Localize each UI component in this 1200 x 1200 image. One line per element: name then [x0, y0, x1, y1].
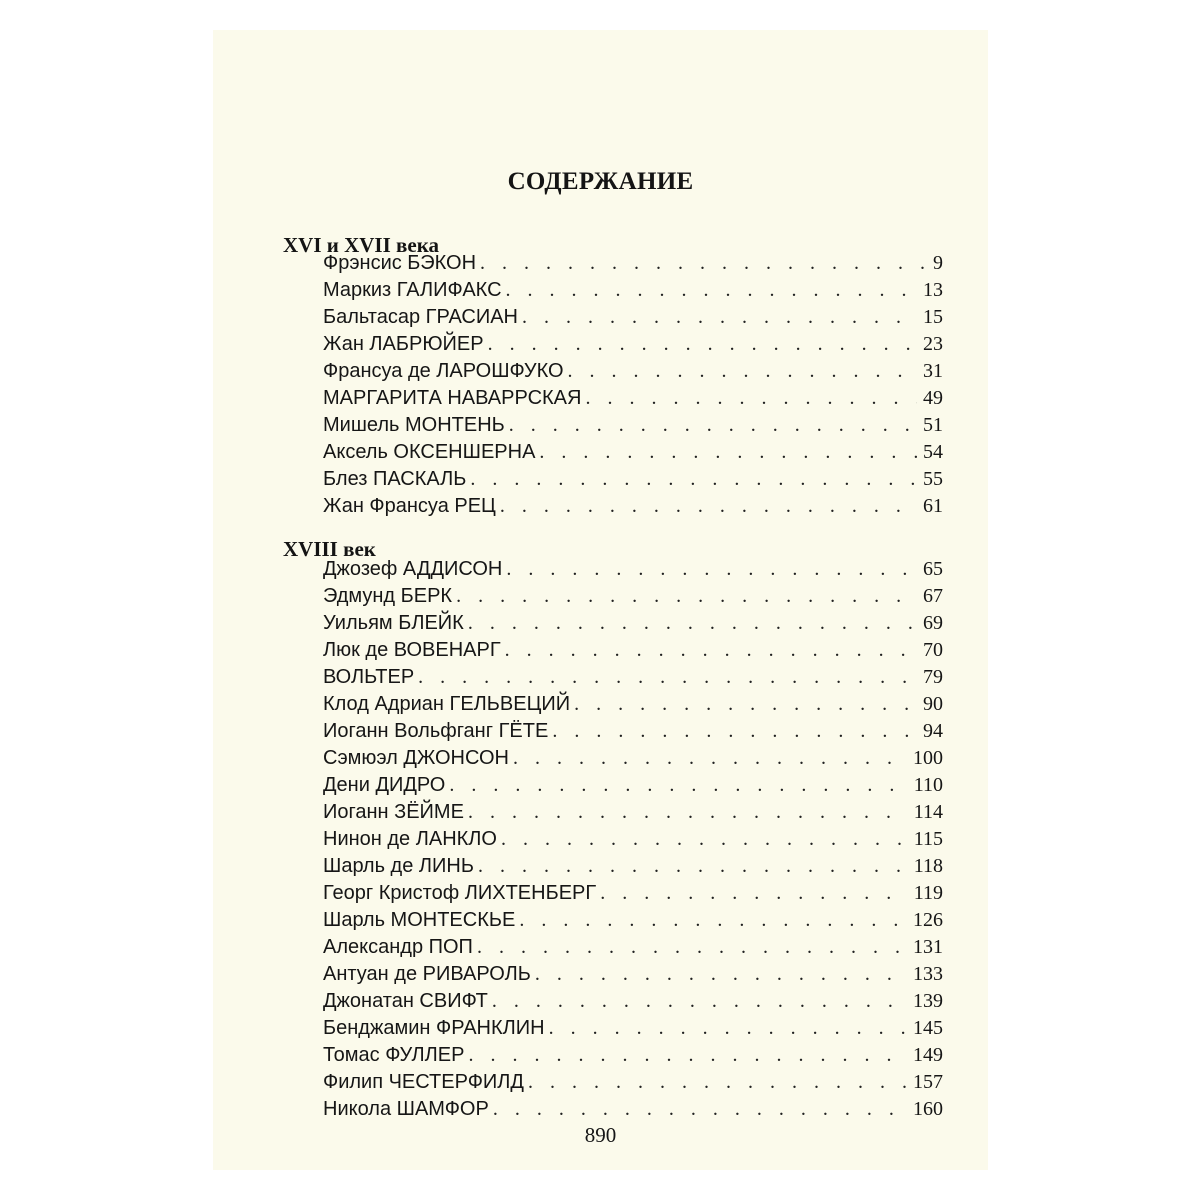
book-page	[213, 30, 988, 1170]
toc-entry-page: 51	[923, 414, 943, 436]
toc-entry-page: 54	[923, 441, 943, 463]
toc-entry[interactable]	[323, 882, 943, 909]
dot-leader	[513, 747, 907, 770]
toc-entry-page: 15	[923, 306, 943, 328]
toc-entry[interactable]	[323, 1098, 943, 1125]
toc-entry-page: 13	[923, 279, 943, 301]
toc-entry[interactable]	[323, 1044, 943, 1071]
toc-entry-name: Александр ПОП	[323, 936, 473, 958]
toc-entry-page: 23	[923, 333, 943, 355]
toc-entry[interactable]	[323, 558, 943, 585]
toc-entry-name: Георг Кристоф ЛИХТЕНБЕРГ	[323, 882, 597, 904]
dot-leader	[519, 909, 907, 932]
toc-entry[interactable]	[323, 1071, 943, 1098]
dot-leader	[468, 1044, 907, 1067]
toc-entry-page: 31	[923, 360, 943, 382]
toc-entry-name: Томас ФУЛЛЕР	[323, 1044, 465, 1066]
toc-entry[interactable]	[323, 801, 943, 828]
toc-entry[interactable]	[323, 909, 943, 936]
dot-leader	[478, 855, 908, 878]
dot-leader	[477, 936, 907, 959]
toc-entry-page: 61	[923, 495, 943, 517]
toc-entry-name: Клод Адриан ГЕЛЬВЕЦИЙ	[323, 693, 571, 715]
section-heading-18-century: XVIII век	[283, 537, 376, 561]
toc-entry-page: 49	[923, 387, 943, 409]
toc-entry-page: 79	[923, 666, 943, 688]
dot-leader	[600, 882, 908, 905]
toc-entry[interactable]	[323, 495, 943, 522]
toc-entry-name: Шарль де ЛИНЬ	[323, 855, 474, 877]
dot-leader	[535, 963, 907, 986]
toc-entry-page: 139	[913, 990, 943, 1012]
dot-leader	[506, 279, 917, 302]
dot-leader	[500, 495, 917, 518]
toc-entry-name: Бальтасар ГРАСИАН	[323, 306, 518, 328]
toc-entry-name: Антуан де РИВАРОЛЬ	[323, 963, 531, 985]
dot-leader	[585, 387, 917, 410]
toc-entry[interactable]	[323, 360, 943, 387]
toc-entry-page: 149	[913, 1044, 943, 1066]
toc-entry-page: 160	[913, 1098, 943, 1120]
toc-entry-name: Иоганн ЗЁЙМЕ	[323, 801, 464, 823]
toc-entry-page: 126	[913, 909, 943, 931]
dot-leader	[574, 693, 917, 716]
toc-entry[interactable]	[323, 693, 943, 720]
dot-leader	[488, 333, 917, 356]
toc-entry-name: Жан Франсуа РЕЦ	[323, 495, 496, 517]
toc-entry-page: 119	[913, 882, 943, 904]
toc-entry-page: 67	[923, 585, 943, 607]
toc-entry[interactable]	[323, 963, 943, 990]
toc-entry-page: 115	[913, 828, 943, 850]
toc-entry[interactable]	[323, 279, 943, 306]
toc-entry[interactable]	[323, 414, 943, 441]
toc-entry-name: Джозеф АДДИСОН	[323, 558, 503, 580]
toc-entry[interactable]	[323, 720, 943, 747]
toc-entry[interactable]	[323, 855, 943, 882]
dot-leader	[568, 360, 917, 383]
toc-entry-page: 114	[913, 801, 943, 823]
toc-entry-name: Филип ЧЕСТЕРФИЛД	[323, 1071, 524, 1093]
dot-leader	[522, 306, 917, 329]
toc-entry[interactable]	[323, 333, 943, 360]
dot-leader	[480, 252, 927, 275]
dot-leader	[418, 666, 917, 689]
toc-entry-name: МАРГАРИТА НАВАРРСКАЯ	[323, 387, 582, 409]
toc-entry[interactable]	[323, 666, 943, 693]
dot-leader	[528, 1071, 907, 1094]
toc-entry-page: 70	[923, 639, 943, 661]
toc-entry-name: Маркиз ГАЛИФАКС	[323, 279, 502, 301]
toc-entry-page: 94	[923, 720, 943, 742]
toc-entry-name: Бенджамин ФРАНКЛИН	[323, 1017, 545, 1039]
toc-entry[interactable]	[323, 774, 943, 801]
dot-leader	[493, 1098, 907, 1121]
dot-leader	[505, 639, 917, 662]
toc-entry-page: 133	[913, 963, 943, 985]
toc-entry-name: Шарль МОНТЕСКЬЕ	[323, 909, 516, 931]
toc-entry[interactable]	[323, 306, 943, 333]
page-title: СОДЕРЖАНИЕ	[507, 168, 694, 195]
toc-entry-page: 65	[923, 558, 943, 580]
toc-entry-page: 69	[923, 612, 943, 634]
toc-entry-name: Джонатан СВИФТ	[323, 990, 488, 1012]
toc-entry-name: Уильям БЛЕЙК	[323, 612, 464, 634]
toc-entry[interactable]	[323, 441, 943, 468]
toc-entry[interactable]	[323, 468, 943, 495]
toc-entry-name: Иоганн Вольфганг ГЁТЕ	[323, 720, 549, 742]
page-number: 890	[584, 1123, 617, 1147]
toc-entry-name: Франсуа де ЛАРОШФУКО	[323, 360, 564, 382]
toc-entry[interactable]	[323, 639, 943, 666]
dot-leader	[492, 990, 907, 1013]
dot-leader	[549, 1017, 907, 1040]
toc-entry-name: Аксель ОКСЕНШЕРНА	[323, 441, 536, 463]
dot-leader	[501, 828, 908, 851]
toc-entry[interactable]	[323, 1017, 943, 1044]
toc-entry-name: Сэмюэл ДЖОНСОН	[323, 747, 509, 769]
toc-entry-page: 90	[923, 693, 943, 715]
toc-entry-name: Мишель МОНТЕНЬ	[323, 414, 505, 436]
toc-entry-name: Дени ДИДРО	[323, 774, 446, 796]
toc-entry-name: Жан ЛАБРЮЙЕР	[323, 333, 484, 355]
toc-entry-page: 9	[933, 252, 943, 274]
toc-entry-name: Фрэнсис БЭКОН	[323, 252, 477, 274]
dot-leader	[468, 801, 908, 824]
toc-entry-name: ВОЛЬТЕР	[323, 666, 415, 688]
toc-entry[interactable]	[323, 252, 943, 279]
toc-entry[interactable]	[323, 747, 943, 774]
toc-entry[interactable]	[323, 936, 943, 963]
toc-entry-page: 157	[913, 1071, 943, 1093]
dot-leader	[470, 468, 917, 491]
toc-entry-page: 55	[923, 468, 943, 490]
toc-entry-page: 145	[913, 1017, 943, 1039]
dot-leader	[552, 720, 917, 743]
toc-entry-name: Блез ПАСКАЛЬ	[323, 468, 467, 490]
toc-entry[interactable]	[323, 612, 943, 639]
dot-leader	[539, 441, 917, 464]
toc-entry-page: 110	[913, 774, 943, 796]
toc-entry-name: Никола ШАМФОР	[323, 1098, 489, 1120]
toc-entry-page: 100	[913, 747, 943, 769]
toc-entry[interactable]	[323, 990, 943, 1017]
toc-entry[interactable]	[323, 585, 943, 612]
toc-entry-name: Нинон де ЛАНКЛО	[323, 828, 497, 850]
toc-entry-name: Эдмунд БЕРК	[323, 585, 453, 607]
dot-leader	[468, 612, 917, 635]
dot-leader	[509, 414, 917, 437]
toc-entry-name: Люк де ВОВЕНАРГ	[323, 639, 501, 661]
section-heading-16-17-century: XVI и XVII века	[283, 233, 439, 257]
dot-leader	[506, 558, 917, 581]
toc-entry-page: 131	[913, 936, 943, 958]
dot-leader	[449, 774, 907, 797]
dot-leader	[456, 585, 917, 608]
toc-entry[interactable]	[323, 387, 943, 414]
toc-entry[interactable]	[323, 828, 943, 855]
toc-entry-page: 118	[913, 855, 943, 877]
